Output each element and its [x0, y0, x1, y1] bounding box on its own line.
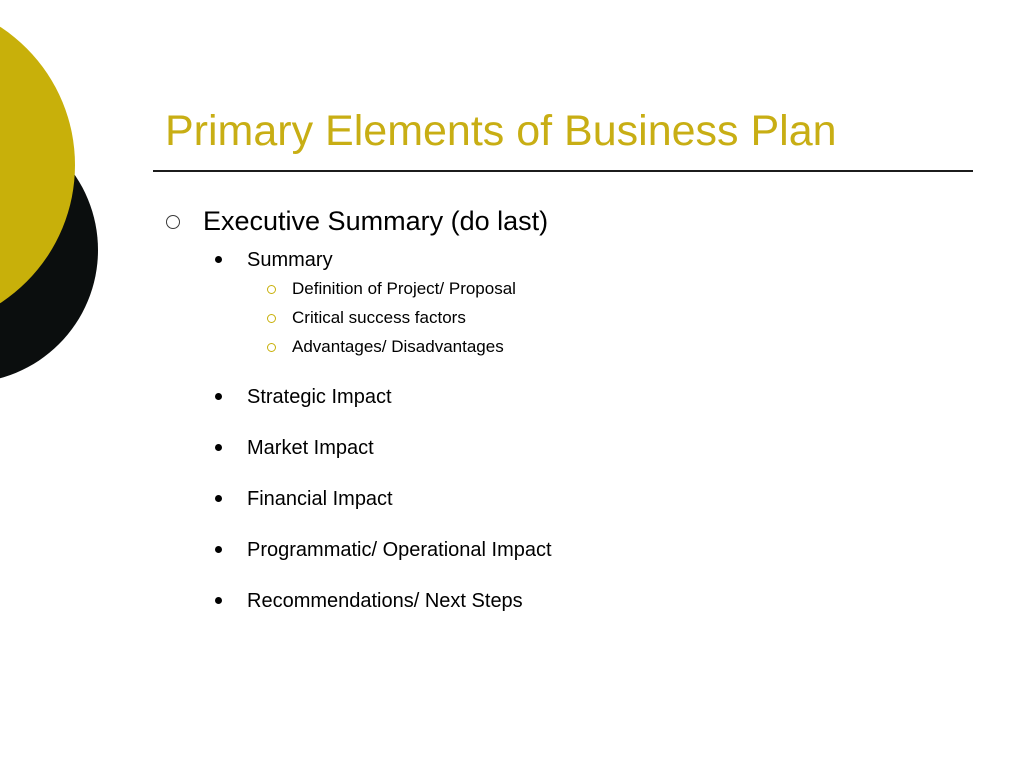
- hollow-circle-bullet-icon: [267, 343, 276, 352]
- section-next-steps: Recommendations/ Next Steps: [247, 590, 523, 612]
- hollow-circle-bullet-icon: [267, 314, 276, 323]
- dot-bullet-icon: [215, 393, 222, 400]
- sub-item-success-factors: Critical success factors: [292, 308, 466, 327]
- section-market-impact: Market Impact: [247, 437, 374, 459]
- dot-bullet-icon: [215, 546, 222, 553]
- section-financial-impact: Financial Impact: [247, 488, 393, 510]
- dot-bullet-icon: [215, 256, 222, 263]
- dot-bullet-icon: [215, 495, 222, 502]
- hollow-circle-bullet-icon: [166, 215, 180, 229]
- slide-title: Primary Elements of Business Plan: [165, 107, 837, 155]
- section-operational-impact: Programmatic/ Operational Impact: [247, 539, 552, 561]
- title-divider: [153, 170, 973, 172]
- dot-bullet-icon: [215, 597, 222, 604]
- decorative-circles: [0, 0, 130, 420]
- sub-item-advantages: Advantages/ Disadvantages: [292, 337, 504, 356]
- executive-summary-item: Executive Summary (do last): [203, 206, 549, 236]
- summary-item: Summary: [247, 249, 333, 271]
- section-strategic-impact: Strategic Impact: [247, 386, 392, 408]
- sub-item-definition: Definition of Project/ Proposal: [292, 279, 516, 298]
- dot-bullet-icon: [215, 444, 222, 451]
- hollow-circle-bullet-icon: [267, 285, 276, 294]
